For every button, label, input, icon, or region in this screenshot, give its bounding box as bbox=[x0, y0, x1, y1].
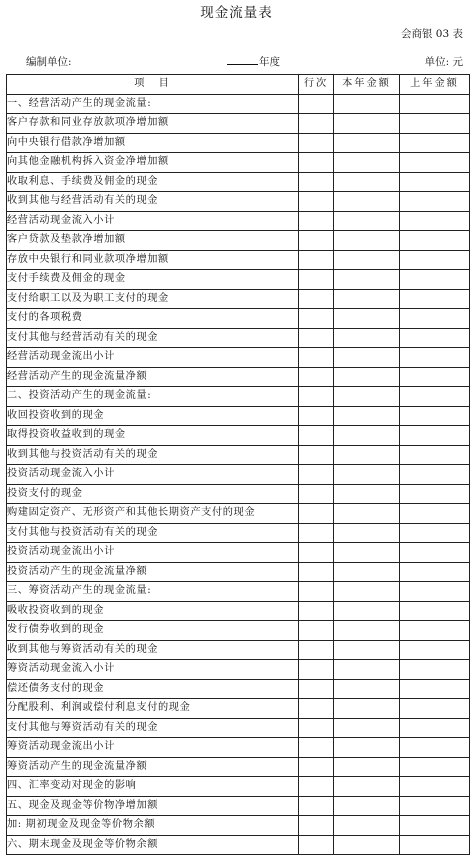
prior-year-amount-cell[interactable] bbox=[400, 270, 470, 290]
row-label: 六、期末现金及现金等价物余额 bbox=[7, 835, 299, 855]
table-row bbox=[7, 270, 470, 290]
row-label: 加: 期初现金及现金等价物余额 bbox=[7, 816, 299, 836]
year-label: 年度 bbox=[259, 56, 280, 68]
table-row bbox=[7, 679, 470, 699]
prior-year-amount-cell[interactable] bbox=[400, 406, 470, 426]
row-label: 筹资活动现金流出小计 bbox=[7, 738, 299, 758]
row-label: 客户贷款及垫款净增加额 bbox=[7, 231, 299, 251]
table-row bbox=[7, 289, 470, 309]
prior-year-amount-cell[interactable] bbox=[400, 172, 470, 192]
prior-year-amount-cell[interactable] bbox=[400, 328, 470, 348]
row-label: 收取利息、手续费及佣金的现金 bbox=[7, 172, 299, 192]
row-label: 收到其他与投资活动有关的现金 bbox=[7, 445, 299, 465]
line-no-cell[interactable] bbox=[299, 465, 334, 485]
line-no-cell[interactable] bbox=[299, 679, 334, 699]
line-no-cell[interactable] bbox=[299, 367, 334, 387]
cash-flow-table bbox=[6, 74, 470, 855]
row-label: 取得投资收益收到的现金 bbox=[7, 426, 299, 446]
prior-year-amount-cell[interactable] bbox=[400, 211, 470, 231]
row-label: 购建固定资产、无形资产和其他长期资产支付的现金 bbox=[7, 504, 299, 524]
preparer-label: 编制单位: bbox=[26, 56, 72, 68]
current-year-amount-cell[interactable] bbox=[334, 309, 400, 329]
prior-year-amount-cell[interactable] bbox=[400, 309, 470, 329]
currency-unit-label: 单位: 元 bbox=[424, 56, 463, 68]
current-year-amount-cell[interactable] bbox=[334, 523, 400, 543]
prior-year-amount-cell[interactable] bbox=[400, 738, 470, 758]
line-no-cell[interactable] bbox=[299, 289, 334, 309]
table-row bbox=[7, 133, 470, 153]
row-label: 向中央银行借款净增加额 bbox=[7, 133, 299, 153]
prior-year-amount-cell[interactable] bbox=[400, 699, 470, 719]
current-year-amount-cell[interactable] bbox=[334, 543, 400, 563]
prior-year-amount-cell[interactable] bbox=[400, 523, 470, 543]
row-label: 五、现金及现金等价物净增加额 bbox=[7, 796, 299, 816]
prior-year-amount-cell[interactable] bbox=[400, 367, 470, 387]
row-label: 支付手续费及佣金的现金 bbox=[7, 270, 299, 290]
line-no-cell[interactable] bbox=[299, 328, 334, 348]
line-no-cell[interactable] bbox=[299, 172, 334, 192]
row-label: 投资活动产生的现金流量净额 bbox=[7, 562, 299, 582]
current-year-amount-cell[interactable] bbox=[334, 757, 400, 777]
row-label: 经营活动现金流入小计 bbox=[7, 211, 299, 231]
line-no-cell[interactable] bbox=[299, 445, 334, 465]
prior-year-amount-cell[interactable] bbox=[400, 465, 470, 485]
current-year-amount-cell[interactable] bbox=[334, 250, 400, 270]
prior-year-amount-cell[interactable] bbox=[400, 153, 470, 173]
page-title: 现金流量表 bbox=[200, 5, 273, 21]
table-row bbox=[7, 543, 470, 563]
line-no-cell[interactable] bbox=[299, 660, 334, 680]
current-year-amount-cell[interactable] bbox=[334, 601, 400, 621]
current-year-amount-cell[interactable] bbox=[334, 835, 400, 855]
table-row bbox=[7, 465, 470, 485]
table-body bbox=[7, 94, 470, 855]
current-year-amount-cell[interactable] bbox=[334, 426, 400, 446]
prior-year-amount-cell[interactable] bbox=[400, 192, 470, 212]
current-year-amount-cell[interactable] bbox=[334, 465, 400, 485]
prior-year-amount-cell[interactable] bbox=[400, 601, 470, 621]
current-year-amount-cell[interactable] bbox=[334, 133, 400, 153]
table-row bbox=[7, 582, 470, 602]
prior-year-amount-cell[interactable] bbox=[400, 777, 470, 797]
current-year-amount-cell[interactable] bbox=[334, 679, 400, 699]
prior-year-amount-cell[interactable] bbox=[400, 796, 470, 816]
line-no-cell[interactable] bbox=[299, 777, 334, 797]
prior-year-amount-cell[interactable] bbox=[400, 640, 470, 660]
line-no-cell[interactable] bbox=[299, 426, 334, 446]
table-row bbox=[7, 757, 470, 777]
line-no-cell[interactable] bbox=[299, 94, 334, 114]
row-label: 收到其他与筹资活动有关的现金 bbox=[7, 640, 299, 660]
line-no-cell[interactable] bbox=[299, 484, 334, 504]
line-no-cell[interactable] bbox=[299, 796, 334, 816]
row-label: 三、筹资活动产生的现金流量: bbox=[7, 582, 299, 602]
row-label: 经营活动现金流出小计 bbox=[7, 348, 299, 368]
table-row bbox=[7, 777, 470, 797]
header-item: 项 目 bbox=[7, 75, 299, 95]
table-row bbox=[7, 562, 470, 582]
current-year-amount-cell[interactable] bbox=[334, 192, 400, 212]
table-row bbox=[7, 309, 470, 329]
table-row bbox=[7, 250, 470, 270]
prior-year-amount-cell[interactable] bbox=[400, 660, 470, 680]
table-row bbox=[7, 94, 470, 114]
prior-year-amount-cell[interactable] bbox=[400, 114, 470, 134]
prior-year-amount-cell[interactable] bbox=[400, 816, 470, 836]
table-row bbox=[7, 387, 470, 407]
row-label: 投资活动现金流出小计 bbox=[7, 543, 299, 563]
table-row bbox=[7, 718, 470, 738]
row-label: 支付给职工以及为职工支付的现金 bbox=[7, 289, 299, 309]
current-year-amount-cell[interactable] bbox=[334, 621, 400, 641]
current-year-amount-cell[interactable] bbox=[334, 504, 400, 524]
current-year-amount-cell[interactable] bbox=[334, 367, 400, 387]
current-year-amount-cell[interactable] bbox=[334, 289, 400, 309]
line-no-cell[interactable] bbox=[299, 270, 334, 290]
table-row bbox=[7, 153, 470, 173]
prior-year-amount-cell[interactable] bbox=[400, 348, 470, 368]
prior-year-amount-cell[interactable] bbox=[400, 543, 470, 563]
prior-year-amount-cell[interactable] bbox=[400, 250, 470, 270]
current-year-amount-cell[interactable] bbox=[334, 777, 400, 797]
year-blank[interactable] bbox=[227, 54, 258, 65]
current-year-amount-cell[interactable] bbox=[334, 270, 400, 290]
table-row bbox=[7, 835, 470, 855]
line-no-cell[interactable] bbox=[299, 309, 334, 329]
table-row bbox=[7, 231, 470, 251]
line-no-cell[interactable] bbox=[299, 348, 334, 368]
table-row bbox=[7, 738, 470, 758]
prior-year-amount-cell[interactable] bbox=[400, 94, 470, 114]
prior-year-amount-cell[interactable] bbox=[400, 835, 470, 855]
table-row bbox=[7, 426, 470, 446]
current-year-amount-cell[interactable] bbox=[334, 718, 400, 738]
current-year-amount-cell[interactable] bbox=[334, 699, 400, 719]
row-label: 客户存款和同业存放款项净增加额 bbox=[7, 114, 299, 134]
line-no-cell[interactable] bbox=[299, 523, 334, 543]
current-year-amount-cell[interactable] bbox=[334, 211, 400, 231]
line-no-cell[interactable] bbox=[299, 231, 334, 251]
table-row bbox=[7, 621, 470, 641]
prior-year-amount-cell[interactable] bbox=[400, 484, 470, 504]
current-year-amount-cell[interactable] bbox=[334, 640, 400, 660]
current-year-amount-cell[interactable] bbox=[334, 484, 400, 504]
row-label: 一、经营活动产生的现金流量: bbox=[7, 94, 299, 114]
prior-year-amount-cell[interactable] bbox=[400, 445, 470, 465]
row-label: 经营活动产生的现金流量净额 bbox=[7, 367, 299, 387]
current-year-amount-cell[interactable] bbox=[334, 114, 400, 134]
row-label: 存放中央银行和同业款项净增加额 bbox=[7, 250, 299, 270]
row-label: 支付其他与经营活动有关的现金 bbox=[7, 328, 299, 348]
table-row bbox=[7, 601, 470, 621]
prior-year-amount-cell[interactable] bbox=[400, 426, 470, 446]
table-row bbox=[7, 328, 470, 348]
table-row bbox=[7, 699, 470, 719]
current-year-amount-cell[interactable] bbox=[334, 387, 400, 407]
table-row bbox=[7, 348, 470, 368]
row-label: 偿还债务支付的现金 bbox=[7, 679, 299, 699]
line-no-cell[interactable] bbox=[299, 640, 334, 660]
current-year-amount-cell[interactable] bbox=[334, 660, 400, 680]
line-no-cell[interactable] bbox=[299, 835, 334, 855]
current-year-amount-cell[interactable] bbox=[334, 348, 400, 368]
prior-year-amount-cell[interactable] bbox=[400, 621, 470, 641]
table-row bbox=[7, 114, 470, 134]
prior-year-amount-cell[interactable] bbox=[400, 387, 470, 407]
row-label: 投资活动现金流入小计 bbox=[7, 465, 299, 485]
row-label: 向其他金融机构拆入资金净增加额 bbox=[7, 153, 299, 173]
prior-year-amount-cell[interactable] bbox=[400, 289, 470, 309]
table-row bbox=[7, 192, 470, 212]
row-label: 收回投资收到的现金 bbox=[7, 406, 299, 426]
table-row bbox=[7, 406, 470, 426]
table-row bbox=[7, 640, 470, 660]
line-no-cell[interactable] bbox=[299, 699, 334, 719]
row-label: 支付的各项税费 bbox=[7, 309, 299, 329]
line-no-cell[interactable] bbox=[299, 133, 334, 153]
line-no-cell[interactable] bbox=[299, 504, 334, 524]
header-current-year: 本年金额 bbox=[334, 75, 400, 95]
current-year-amount-cell[interactable] bbox=[334, 406, 400, 426]
row-label: 筹资活动产生的现金流量净额 bbox=[7, 757, 299, 777]
row-label: 分配股利、利润或偿付利息支付的现金 bbox=[7, 699, 299, 719]
row-label: 二、投资活动产生的现金流量: bbox=[7, 387, 299, 407]
line-no-cell[interactable] bbox=[299, 192, 334, 212]
line-no-cell[interactable] bbox=[299, 718, 334, 738]
row-label: 吸收投资收到的现金 bbox=[7, 601, 299, 621]
current-year-amount-cell[interactable] bbox=[334, 562, 400, 582]
prior-year-amount-cell[interactable] bbox=[400, 582, 470, 602]
prior-year-amount-cell[interactable] bbox=[400, 133, 470, 153]
table-row bbox=[7, 504, 470, 524]
line-no-cell[interactable] bbox=[299, 250, 334, 270]
line-no-cell[interactable] bbox=[299, 757, 334, 777]
current-year-amount-cell[interactable] bbox=[334, 445, 400, 465]
line-no-cell[interactable] bbox=[299, 562, 334, 582]
line-no-cell[interactable] bbox=[299, 601, 334, 621]
table-row bbox=[7, 660, 470, 680]
row-label: 筹资活动现金流入小计 bbox=[7, 660, 299, 680]
table-row bbox=[7, 816, 470, 836]
line-no-cell[interactable] bbox=[299, 543, 334, 563]
table-row bbox=[7, 523, 470, 543]
row-label: 收到其他与经营活动有关的现金 bbox=[7, 192, 299, 212]
current-year-amount-cell[interactable] bbox=[334, 328, 400, 348]
header-prior-year: 上年金额 bbox=[400, 75, 470, 95]
table-row bbox=[7, 367, 470, 387]
table-row bbox=[7, 484, 470, 504]
current-year-amount-cell[interactable] bbox=[334, 153, 400, 173]
current-year-amount-cell[interactable] bbox=[334, 582, 400, 602]
prior-year-amount-cell[interactable] bbox=[400, 562, 470, 582]
prior-year-amount-cell[interactable] bbox=[400, 757, 470, 777]
prior-year-amount-cell[interactable] bbox=[400, 679, 470, 699]
row-label: 支付其他与筹资活动有关的现金 bbox=[7, 718, 299, 738]
current-year-amount-cell[interactable] bbox=[334, 816, 400, 836]
current-year-amount-cell[interactable] bbox=[334, 94, 400, 114]
line-no-cell[interactable] bbox=[299, 582, 334, 602]
row-label: 四、汇率变动对现金的影响 bbox=[7, 777, 299, 797]
line-no-cell[interactable] bbox=[299, 621, 334, 641]
current-year-amount-cell[interactable] bbox=[334, 796, 400, 816]
table-row bbox=[7, 172, 470, 192]
line-no-cell[interactable] bbox=[299, 738, 334, 758]
line-no-cell[interactable] bbox=[299, 406, 334, 426]
line-no-cell[interactable] bbox=[299, 387, 334, 407]
prior-year-amount-cell[interactable] bbox=[400, 504, 470, 524]
row-label: 支付其他与投资活动有关的现金 bbox=[7, 523, 299, 543]
line-no-cell[interactable] bbox=[299, 153, 334, 173]
row-label: 投资支付的现金 bbox=[7, 484, 299, 504]
table-row bbox=[7, 796, 470, 816]
year-field[interactable] bbox=[227, 54, 280, 69]
current-year-amount-cell[interactable] bbox=[334, 738, 400, 758]
header-line-no: 行次 bbox=[299, 75, 334, 95]
form-number: 会商银 03 表 bbox=[400, 28, 463, 40]
table-row bbox=[7, 445, 470, 465]
row-label: 发行债券收到的现金 bbox=[7, 621, 299, 641]
prior-year-amount-cell[interactable] bbox=[400, 718, 470, 738]
current-year-amount-cell[interactable] bbox=[334, 172, 400, 192]
prior-year-amount-cell[interactable] bbox=[400, 231, 470, 251]
table-row bbox=[7, 211, 470, 231]
table-header-row bbox=[7, 75, 470, 95]
line-no-cell[interactable] bbox=[299, 114, 334, 134]
line-no-cell[interactable] bbox=[299, 211, 334, 231]
line-no-cell[interactable] bbox=[299, 816, 334, 836]
current-year-amount-cell[interactable] bbox=[334, 231, 400, 251]
